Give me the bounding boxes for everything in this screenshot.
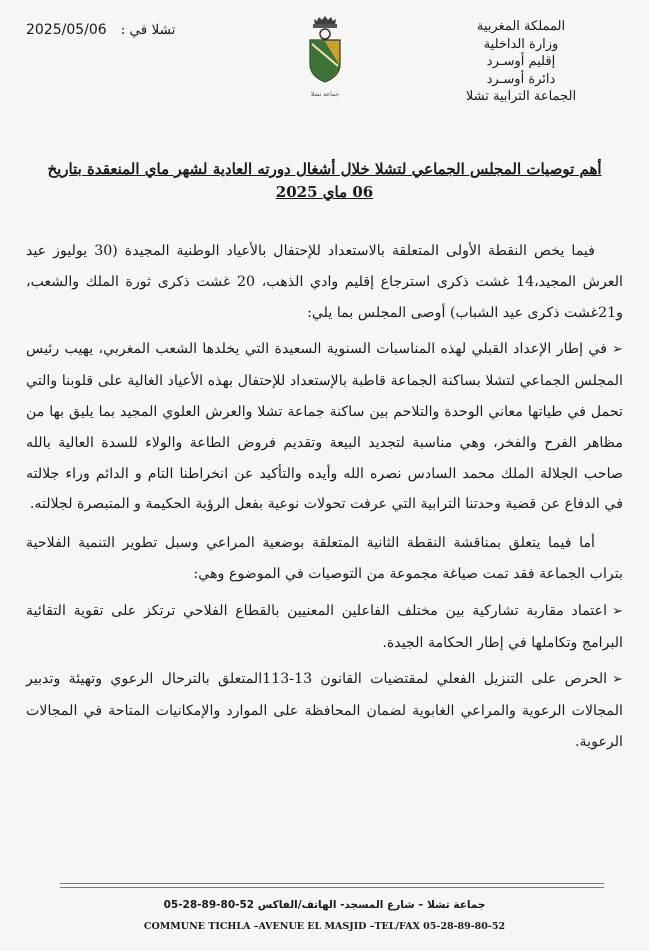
chevron-bullet-icon: ➢ — [612, 603, 623, 619]
footer-address-french: COMMUNE TICHLA –AVENUE EL MASJID –TEL/FAX 05-28-89-80-52 — [143, 921, 506, 932]
bullet-text: اعتماد مقاربة تشاركية بين مختلف الفاعلين المعنيين بالقطاع الفلاحي ترتكز على تقوية التقائية البرامج وتكاملها في إطار الحكامة الجيدة. — [26, 602, 623, 651]
issuer-line: دائرة أوسـرد — [486, 71, 556, 87]
issuer-line: وزارة الداخلية — [483, 36, 559, 52]
issuer-line: المملكة المغربية — [476, 19, 566, 34]
second-paragraph: أما فيما يتعلق بمناقشة النقطة الثانية المتعلقة بوضعية المراعي وسبل تطوير التنمية الفلاحية بتراب الجماعة فقد تمت صياغة مجموعة من التوصيات في الموضوع وهي: — [26, 535, 623, 582]
footer-rule — [60, 883, 604, 884]
intro-paragraph: فيما يخص النقطة الأولى المتعلقة بالاستعداد للإحتفال بالأعياد الوطنية المجيدة (30 يوليوز عيد العرش المجيد،14 غشت ذكرى استرجاع إقليم وادي الذهب، 20 غشت ذكرى ثورة الملك والشعب، و21غشت ذكرى عيد الشباب) أوصى المجلس بما يلي: — [26, 243, 623, 321]
document-title — [30, 158, 619, 204]
chevron-bullet-icon: ➢ — [612, 672, 623, 688]
title-line-2: 06 ماي 2025 — [275, 183, 374, 201]
document-date: 2025/05/06 — [26, 22, 107, 38]
issuer-line: إقليم أوسـرد — [486, 54, 556, 69]
place-date — [26, 22, 175, 38]
chevron-bullet-icon: ➢ — [612, 342, 623, 358]
bullet-paragraph — [26, 596, 623, 659]
issuer-block — [431, 18, 611, 106]
place-label: تشلا في : — [120, 22, 176, 38]
issuer-line: الجماعة الترابية تشلا — [465, 89, 577, 104]
footer-rule — [60, 887, 604, 888]
emblem-caption: جماعة تشلا — [310, 91, 340, 98]
title-line-1: أهم توصيات المجلس الجماعي لتشلا خلال أشغال دورته العادية لشهر ماي المنعقدة بتاريخ — [47, 160, 602, 178]
coat-of-arms-icon — [300, 14, 350, 98]
bullet-text: الحرص على التنزيل الفعلي لمقتضيات القانون 13-113المتعلق بالترحال الرعوي وتهيئة وتدبير المجالات الرعوية والمراعي الغابوية لضمان المحافظة على الموارد والإمكانيات المتاحة في المجالات الرعوية. — [26, 671, 623, 750]
bullet-paragraph — [26, 334, 623, 520]
bullet-paragraph — [26, 664, 623, 757]
bullet-text: في إطار الإعداد القبلي لهذه المناسبات السنوية السعيدة التي يخلدها الشعب المغربي، يهيب رئيس المجلس الجماعي لتشلا بساكنة الجماعة قاطبة بالإستعداد للإحتفال بهذه الأعياد الغالية على قلوبنا والتي تحمل في طياتها معاني الوحدة والتلاحم بين ساكنة جماعة تشلا والعرش العلوي المجيد بما يليق بها من مظاهر الفرح والفخر، وهي مناسبة لتجديد البيعة وتقديم فروض الطاعة والولاء للسدة العالية بالله صاحب الجلالة الملك محمد السادس نصره الله وأيده والتأكيد عن انخراطنا التام و الدائم وراء جلالته في الدفاع عن قضية وحدتنا الترابية التي عرفت تحولات نوعية بفعل الرؤية الحكيمة و المتبصرة لجلالته. — [26, 341, 623, 513]
footer-address-arabic: جماعة تشلا – شارع المسجد- الهاتف/الفاكس 52-80-89-28-05 — [163, 899, 486, 911]
document-body — [26, 236, 623, 758]
